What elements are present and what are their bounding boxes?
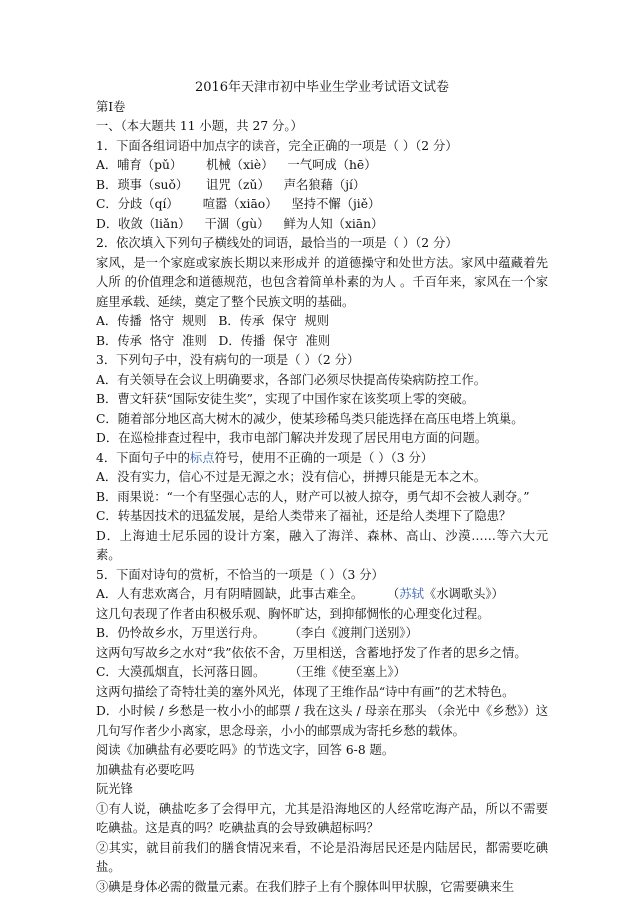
q4-stem: 4．下面句子中的标点符号，使用不正确的一项是（ ）（3 分） — [96, 450, 434, 465]
section-label: 第Ⅰ卷 — [96, 99, 126, 114]
part-heading: 一、（本大题共 11 小题，共 27 分。） — [96, 119, 303, 133]
q4-option-a: A．没有实力，信心不过是无源之水；没有信心，拼搏只能是无本之木。 — [96, 470, 487, 484]
punctuation-link[interactable]: 标点 — [189, 450, 215, 465]
q3-option-c: C．随着部分地区高大树木的减少，使某珍稀鸟类只能选择在高压电塔上筑巢。 — [96, 411, 524, 426]
q5-option-c-poem: C．大漠孤烟直，长河落日圆。 （王维《使至塞上》） — [96, 665, 406, 679]
q5-option-c-note: 这两句描绘了奇特壮美的塞外风光，体现了王维作品“诗中有画”的艺术特色。 — [96, 684, 515, 699]
q2-stem: 2．依次填入下列句子横线处的词语，最恰当的一项是（ ）（2 分） — [96, 236, 458, 250]
q5-option-b-note: 这两句写故乡之水对“我”依依不舍，万里相送，含蓄地抒发了作者的思乡之情。 — [96, 645, 527, 660]
article-author: 阮光锋 — [96, 782, 133, 796]
q1-option-c: C．分歧（qí） 喧嚣（xiāo） 坚持不懈（jiě） — [96, 197, 381, 211]
page-title: 2016年天津市初中毕业生学业考试语文试卷 — [194, 80, 450, 95]
article-paragraph-1: ①有人说，碘盐吃多了会得甲亢，尤其是沿海地区的人经常吃海产品，所以不需要吃碘盐。这是真的吗？吃碘盐真的会导致碘超标吗？ — [96, 801, 548, 835]
q3-option-a: A．有关领导在会议上明确要求，各部门必须尽快提高传染病防控工作。 — [96, 372, 487, 387]
exam-page — [96, 78, 548, 897]
article-title: 加碘盐有必要吃吗 — [96, 762, 195, 777]
su-shi-link[interactable]: 苏轼 — [399, 587, 424, 601]
q4-option-b: B．雨果说：“一个有坚强心志的人，财产可以被人掠夺，勇气却不会被人剥夺。” — [96, 489, 530, 504]
q5-option-a-poem: A．人有悲欢离合，月有阴晴圆缺，此事古难全。 （苏轼《水调歌头》） — [96, 587, 504, 601]
q2-options-ab: A．传播 恪守 规则 B．传承 保守 规则 — [96, 314, 330, 328]
q5-stem: 5．下面对诗句的赏析，不恰当的一项是（ ）（3 分） — [96, 567, 384, 582]
article-paragraph-3: ③碘是身体必需的微量元素。在我们脖子上有个腺体叫甲状腺，它需要碘来生 — [96, 879, 515, 894]
q5-option-d: D．小时候 / 乡愁是一枚小小的邮票 / 我在这头 / 母亲在那头 （余光中《乡愁》）这几句写作者少小离家，思念母亲，小小的邮票成为寄托乡愁的载体。 — [96, 704, 548, 738]
q1-option-b: B．琐事（suǒ） 诅咒（zǔ） 声名狼藉（jí） — [96, 177, 366, 192]
q4-option-d: D．上海迪士尼乐园的设计方案，融入了海洋、森林、高山、沙漠……等六大元素。 — [96, 528, 548, 562]
q1-stem: 1．下面各组词语中加点字的读音，完全正确的一项是（ ）（2 分） — [96, 138, 458, 153]
q5-option-a-note: 这几句表现了作者由积极乐观、胸怀旷达，到抑郁惆怅的心理变化过程。 — [96, 606, 490, 621]
q3-stem: 3．下列句子中，没有病句的一项是（ ）（2 分） — [96, 353, 360, 367]
q2-options-cd: B．传承 恪守 准则 D．传播 保守 准则 — [96, 333, 331, 348]
q3-option-d: D．在巡检排查过程中，我市电部门解决并发现了居民用电方面的问题。 — [96, 431, 488, 445]
q1-option-d: D．收敛（liǎn） 干涸（gù） 鲜为人知（xiān） — [96, 216, 384, 231]
q5-option-b-poem: B．仍怜故乡水，万里送行舟。 （李白《渡荆门送别》） — [96, 626, 418, 640]
reading-intro: 阅读《加碘盐有必要吃吗》的节选文字，回答 6-8 题。 — [96, 743, 395, 757]
article-paragraph-2: ②其实，就目前我们的膳食情况来看，不论是沿海居民还是内陆居民，都需要吃碘盐。 — [96, 840, 548, 874]
q3-option-b: B．曹文轩获“国际安徒生奖”，实现了中国作家在该奖项上零的突破。 — [96, 392, 475, 406]
q4-option-c: C．转基因技术的迅猛发展，是给人类带来了福祉，还是给人类埋下了隐患？ — [96, 509, 512, 523]
q1-option-a: A．哺育（pǔ） 机械（xiè） 一气呵成（hē） — [96, 158, 377, 172]
q2-passage: 家风，是一个家庭或家族长期以来形成并 的道德操守和处世方法。家风中蕴藏着先人所 的价值理念和道德规范，也包含着简单朴素的为人 。千百年来，家风在一个家庭里承载、延续，奠定了整个民族文明的基础。 — [96, 255, 548, 309]
